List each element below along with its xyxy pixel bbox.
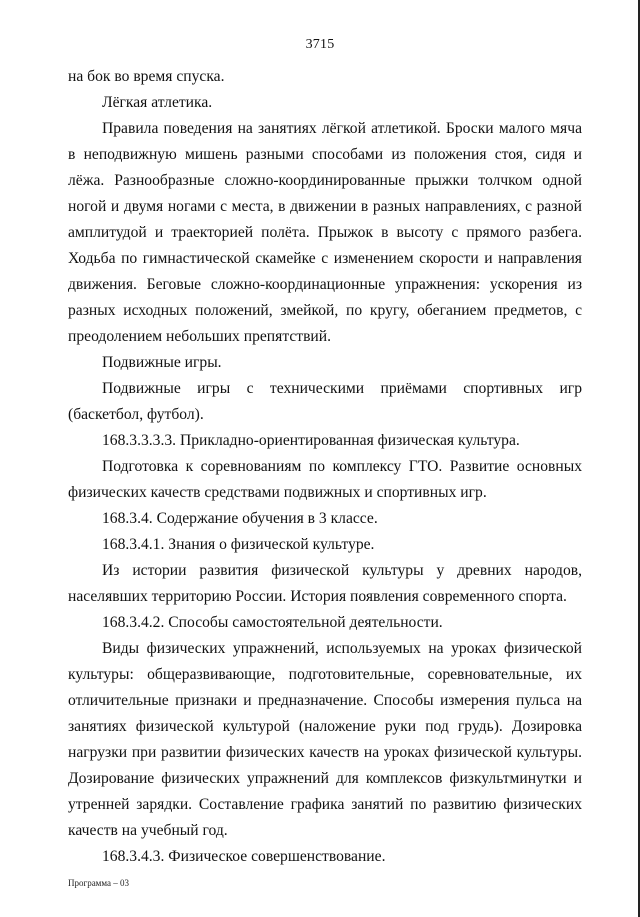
section-heading-independent-activity: 168.3.4.2. Способы самостоятельной деятельности. [102,614,443,631]
section-heading-outdoor-games: Подвижные игры. [102,354,222,371]
paragraph-exercise-types: Виды физических упражнений, используемых на уроках физической культуры: общеразвивающие, подготовительные, соревновательные, их отличительные признаки и предназначение. Способы измерения пульса на занятиях физической культурой (наложение руки под грудь). Дозировка нагрузки при развитии физических качеств на уроках физической культуры. Дозирование физических упражнений для комплексов физкультминутки и утренней зарядки. Составление графика занятий по развитию физических качеств на учебный год. [68,640,582,839]
page-number: 3715 [305,37,335,52]
section-heading-physical-improvement: 168.3.4.3. Физическое совершенствование. [102,848,386,865]
paragraph-history: Из истории развития физической культуры у древних народов, населявших территорию России. История появления современного спорта. [68,562,582,605]
paragraph-outdoor-games: Подвижные игры с техническими приёмами спортивных игр (баскетбол, футбол). [68,380,582,423]
section-heading-knowledge: 168.3.4.1. Знания о физической культуре. [102,536,375,553]
section-heading-athletics: Лёгкая атлетика. [102,94,213,111]
paragraph-gto: Подготовка к соревнованиям по комплексу ГТО. Развитие основных физических качеств средствами подвижных и спортивных игр. [68,458,582,501]
page-footer: Программа – 03 [68,878,130,888]
paragraph-athletics: Правила поведения на занятиях лёгкой атлетикой. Броски малого мяча в неподвижную мишень разными способами из положения стоя, сидя и лёжа. Разнообразные сложно-координированные прыжки толчком одной ногой и двумя ногами с места, в движении в разных направлениях, с разной амплитудой и траекторией полёта. Прыжок в высоту с прямого разбега. Ходьба по гимнастической скамейке с изменением скорости и направления движения. Беговые сложно-координационные упражнения: ускорения из разных исходных положений, змейкой, по кругу, обеганием предметов, с преодолением небольших препятствий. [68,120,582,345]
section-heading-grade3: 168.3.4. Содержание обучения в 3 классе. [102,510,378,527]
page-body [68,64,582,870]
paragraph-continuation: на бок во время спуска. [68,68,225,85]
section-heading-applied-culture: 168.3.3.3.3. Прикладно-ориентированная физическая культура. [102,432,520,449]
